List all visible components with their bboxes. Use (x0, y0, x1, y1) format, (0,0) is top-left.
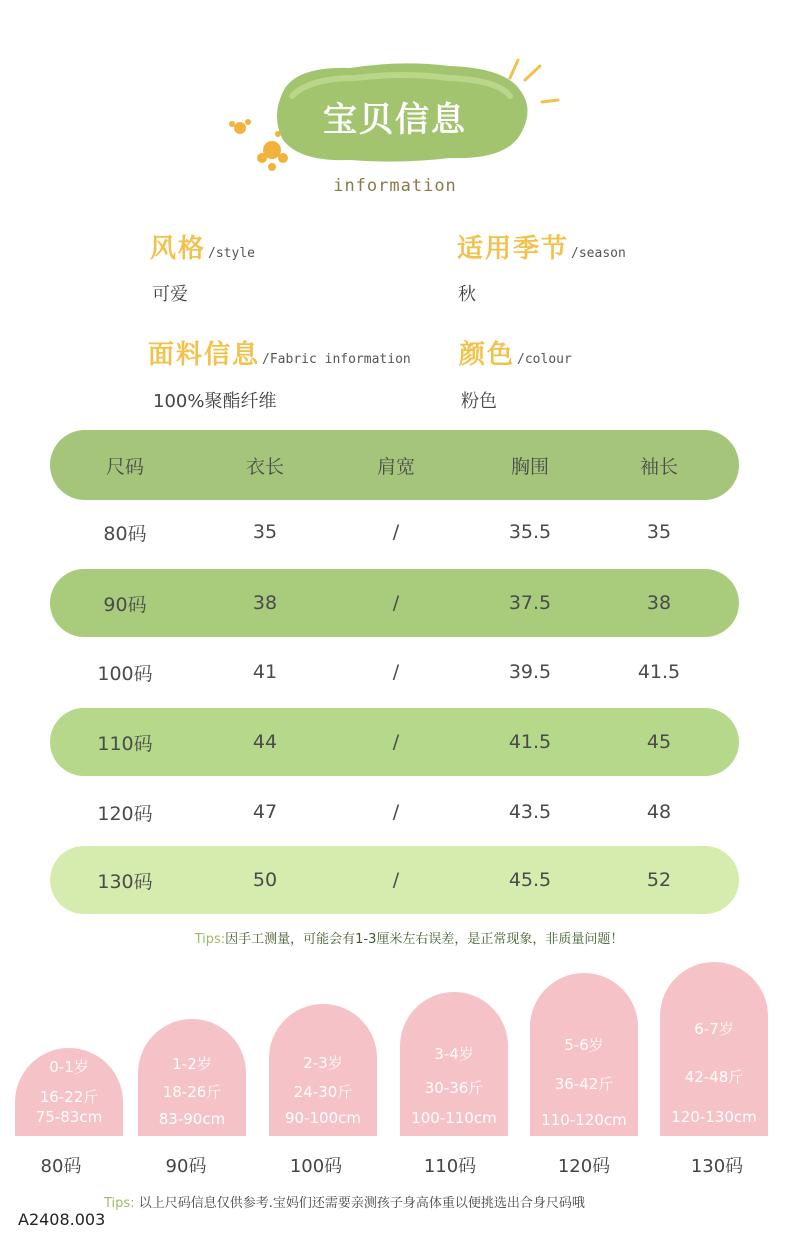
season-label-zh: 适用季节 (457, 234, 570, 264)
size-cell: 120码 (97, 802, 153, 825)
tip2-prefix: Tips: (104, 1196, 135, 1211)
season-label-en: /season (571, 246, 626, 261)
weight-text: 30-36斤 (424, 1079, 484, 1097)
shoulder-cell: / (392, 801, 400, 823)
table-row (50, 846, 739, 914)
age-size-label: 130码 (690, 1156, 744, 1177)
colour-value: 粉色 (461, 391, 497, 412)
chest-cell: 45.5 (508, 869, 552, 891)
tip-text: 因手工测量，可能会有1-3厘米左右误差，是正常现象，非质量问题！ (225, 932, 624, 947)
height-text: 75-83cm (35, 1108, 103, 1126)
shoulder-cell: / (392, 592, 400, 614)
size-reference-tip (104, 1192, 585, 1211)
season-value: 秋 (458, 284, 476, 305)
size-cell: 110码 (97, 732, 153, 755)
fabric-label (148, 334, 411, 371)
height-text: 100-110cm (411, 1109, 497, 1127)
table-row (50, 778, 739, 846)
badge-subtitle: information (333, 176, 457, 196)
length-cell: 47 (252, 801, 278, 823)
age-block-100 (269, 1004, 377, 1136)
weight-text: 24-30斤 (293, 1083, 353, 1101)
header-sleeve: 袖长 (639, 455, 678, 478)
table-row (50, 638, 739, 706)
shoulder-cell: / (392, 869, 400, 891)
header-shoulder: 肩宽 (376, 455, 415, 478)
size-cell: 80码 (103, 522, 147, 545)
length-cell: 38 (252, 592, 278, 614)
age-text: 6-7岁 (694, 1020, 734, 1038)
header-chest: 胸围 (510, 455, 549, 478)
product-code: A2408.003 (18, 1210, 106, 1229)
sleeve-cell: 38 (646, 592, 672, 614)
table-row (50, 708, 739, 776)
style-label-zh: 风格 (150, 234, 207, 264)
chest-cell: 35.5 (508, 521, 552, 543)
height-text: 90-100cm (285, 1109, 361, 1127)
shoulder-cell: / (392, 521, 400, 543)
sleeve-cell: 52 (646, 869, 672, 891)
age-text: 5-6岁 (564, 1036, 604, 1054)
colour-label (459, 334, 572, 371)
fabric-value: 100%聚酯纤维 (153, 391, 277, 412)
style-value: 可爱 (152, 284, 188, 305)
length-cell: 50 (252, 869, 278, 891)
age-size-label: 120码 (557, 1156, 611, 1177)
shoulder-cell: / (392, 731, 400, 753)
header-size: 尺码 (105, 455, 144, 478)
header-badge (0, 0, 790, 210)
tip-prefix: Tips: (194, 932, 226, 947)
fabric-label-zh: 面料信息 (148, 340, 261, 370)
colour-label-zh: 颜色 (459, 340, 516, 370)
style-label (150, 228, 255, 265)
age-block-110 (400, 992, 508, 1136)
age-size-label: 90码 (165, 1156, 207, 1177)
sleeve-cell: 35 (646, 521, 672, 543)
shoulder-cell: / (392, 661, 400, 683)
height-text: 83-90cm (158, 1110, 226, 1128)
length-cell: 35 (252, 521, 278, 543)
age-text: 1-2岁 (172, 1055, 212, 1073)
size-cell: 100码 (97, 662, 153, 685)
weight-text: 18-26斤 (162, 1083, 222, 1101)
age-size-label: 110码 (423, 1156, 477, 1177)
age-text: 0-1岁 (49, 1058, 89, 1076)
chest-cell: 39.5 (508, 661, 552, 683)
weight-text: 36-42斤 (554, 1075, 614, 1093)
sleeve-cell: 48 (646, 801, 672, 823)
size-cell: 90码 (103, 593, 147, 616)
header-length: 衣长 (245, 455, 284, 478)
weight-text: 42-48斤 (684, 1068, 744, 1086)
weight-text: 16-22斤 (39, 1088, 99, 1106)
sleeve-cell: 41.5 (637, 661, 681, 683)
age-text: 3-4岁 (434, 1045, 474, 1063)
fabric-label-en: /Fabric information (262, 352, 411, 367)
colour-label-en: /colour (517, 352, 572, 367)
tip2-text: 以上尺码信息仅供参考.宝妈们还需要亲测孩子身高体重以便挑选出合身尺码哦 (138, 1196, 585, 1211)
table-row (50, 569, 739, 637)
length-cell: 44 (252, 731, 278, 753)
table-row (50, 498, 739, 566)
height-text: 120-130cm (671, 1108, 757, 1126)
length-cell: 41 (252, 661, 278, 683)
age-block-90 (138, 1019, 246, 1136)
measurement-tip (0, 928, 790, 947)
badge-title: 宝贝信息 (323, 100, 467, 140)
chest-cell: 43.5 (508, 801, 552, 823)
age-block-120 (530, 973, 638, 1136)
style-label-en: /style (208, 246, 255, 261)
season-label (457, 228, 626, 265)
sleeve-cell: 45 (646, 731, 672, 753)
age-text: 2-3岁 (303, 1054, 343, 1072)
chest-cell: 41.5 (508, 731, 552, 753)
age-size-label: 80码 (40, 1156, 82, 1177)
height-text: 110-120cm (541, 1111, 627, 1129)
age-size-label: 100码 (289, 1156, 343, 1177)
size-table-header (50, 430, 739, 500)
chest-cell: 37.5 (508, 592, 552, 614)
age-block-80 (15, 1048, 123, 1136)
age-block-130 (660, 962, 768, 1136)
size-cell: 130码 (97, 870, 153, 893)
